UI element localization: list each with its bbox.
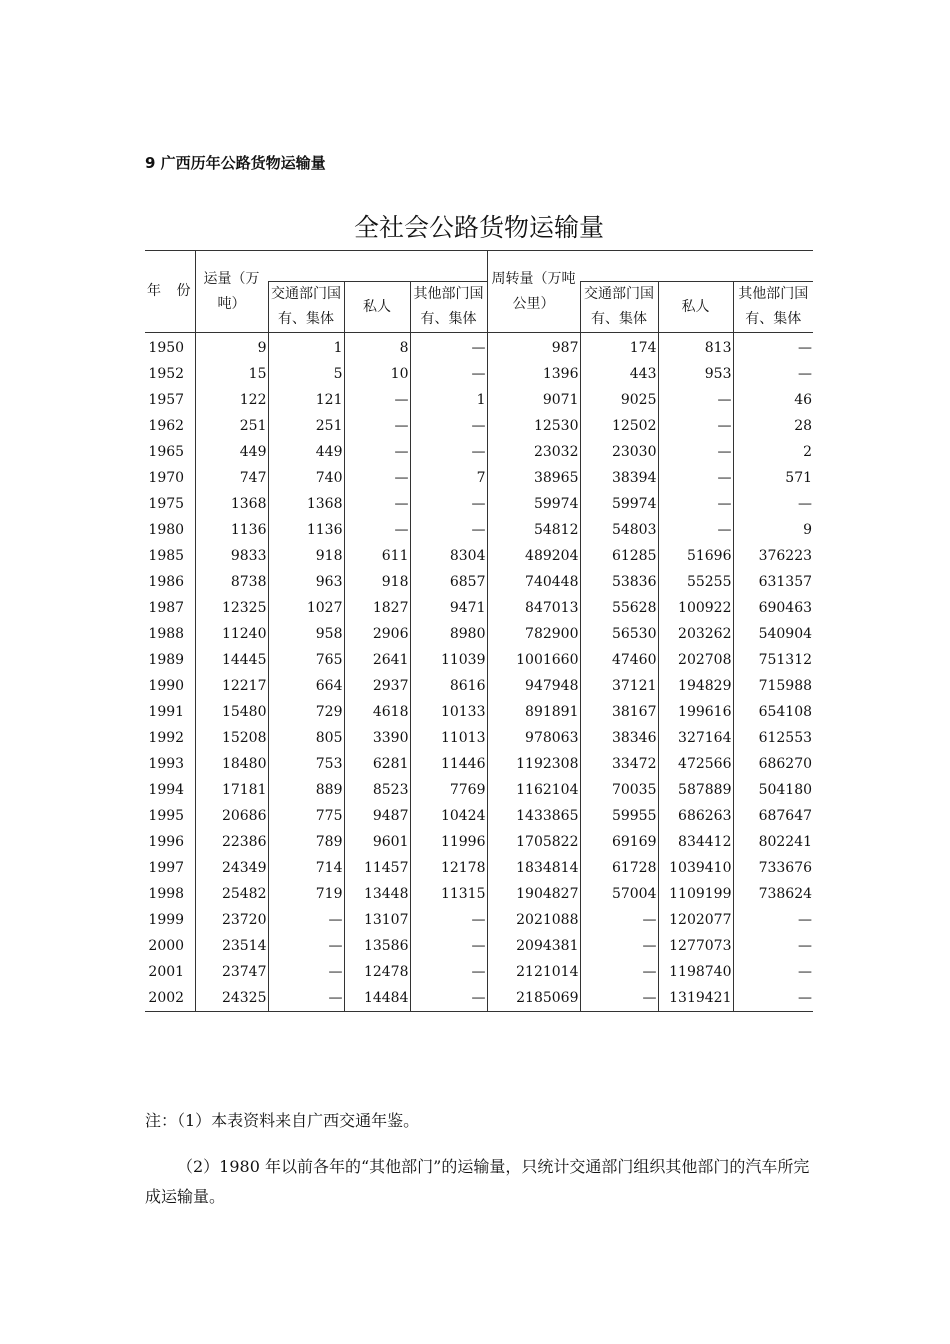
turnover-other-cell: —: [733, 361, 813, 387]
turnover-cell: 2021088: [487, 907, 580, 933]
volume-cell: 24349: [195, 855, 268, 881]
volume-cell: 23720: [195, 907, 268, 933]
turnover-private-cell: 203262: [658, 621, 733, 647]
volume-cell: 15480: [195, 699, 268, 725]
year-cell: 1999: [148, 912, 185, 928]
turnover-other-cell: —: [733, 985, 813, 1012]
volume-cell: 23514: [195, 933, 268, 959]
turnover-cell: 1396: [487, 361, 580, 387]
volume-cell: 17181: [195, 777, 268, 803]
volume-other-cell: —: [410, 985, 487, 1012]
volume-other-cell: 7769: [410, 777, 487, 803]
turnover-cell: 1433865: [487, 803, 580, 829]
turnover-other-cell: 687647: [733, 803, 813, 829]
volume-transport-cell: 729: [268, 699, 344, 725]
turnover-other-cell: 686270: [733, 751, 813, 777]
volume-transport-cell: 719: [268, 881, 344, 907]
turnover-private-cell: 100922: [658, 595, 733, 621]
volume-other-cell: 8304: [410, 543, 487, 569]
turnover-private-cell: 472566: [658, 751, 733, 777]
turnover-private-cell: 199616: [658, 699, 733, 725]
section-heading: 9 广西历年公路货物运输量: [145, 154, 326, 172]
year-cell: 1998: [148, 886, 185, 902]
volume-transport-cell: 740: [268, 465, 344, 491]
turnover-other-cell: 9: [733, 517, 813, 543]
turnover-private-cell: 834412: [658, 829, 733, 855]
turnover-cell: 1834814: [487, 855, 580, 881]
volume-private-cell: 13107: [344, 907, 410, 933]
volume-transport-cell: 753: [268, 751, 344, 777]
freight-table: [145, 250, 813, 1012]
table-title: 全社会公路货物运输量: [353, 213, 604, 242]
volume-cell: 449: [195, 439, 268, 465]
year-cell: 1996: [148, 834, 185, 850]
volume-cell: 20686: [195, 803, 268, 829]
volume-other-cell: 9471: [410, 595, 487, 621]
turnover-other-cell: —: [733, 959, 813, 985]
turnover-cell: 1192308: [487, 751, 580, 777]
table-row: [145, 881, 813, 907]
turnover-private-cell: —: [658, 491, 733, 517]
turnover-transport-cell: —: [580, 959, 658, 985]
table-row: [145, 907, 813, 933]
turnover-transport-cell: 38346: [580, 725, 658, 751]
volume-other-cell: —: [410, 959, 487, 985]
turnover-transport-cell: 57004: [580, 881, 658, 907]
volume-other-cell: —: [410, 361, 487, 387]
turnover-private-cell: 55255: [658, 569, 733, 595]
volume-private-cell: —: [344, 491, 410, 517]
year-header-a: 年: [147, 283, 161, 299]
turnover-private-cell: 51696: [658, 543, 733, 569]
volume-cell: 122: [195, 387, 268, 413]
volume-private-cell: —: [344, 387, 410, 413]
turnover-private-header: 私人: [658, 282, 733, 333]
volume-other-cell: 12178: [410, 855, 487, 881]
year-cell: 1990: [148, 678, 185, 694]
turnover-private-cell: 1109199: [658, 881, 733, 907]
volume-cell: 18480: [195, 751, 268, 777]
volume-transport-cell: 775: [268, 803, 344, 829]
table-row: [145, 751, 813, 777]
volume-transport-cell: 449: [268, 439, 344, 465]
volume-other-cell: 11013: [410, 725, 487, 751]
turnover-transport-cell: 61285: [580, 543, 658, 569]
volume-cell: 12325: [195, 595, 268, 621]
table-row: [145, 959, 813, 985]
year-cell: 2000: [148, 938, 185, 954]
volume-other-cell: —: [410, 333, 487, 362]
turnover-other-cell: —: [733, 933, 813, 959]
volume-cell: 25482: [195, 881, 268, 907]
note-1: 注：（1）本表资料来自广西交通年鉴。: [145, 1111, 420, 1130]
volume-cell: 22386: [195, 829, 268, 855]
volume-transport-cell: —: [268, 933, 344, 959]
turnover-other-cell: —: [733, 491, 813, 517]
volume-transport-cell: 889: [268, 777, 344, 803]
table-body: [145, 333, 813, 1012]
table-row: [145, 465, 813, 491]
turnover-cell: 891891: [487, 699, 580, 725]
volume-other-cell: —: [410, 517, 487, 543]
turnover-transport-cell: 70035: [580, 777, 658, 803]
volume-transport-cell: —: [268, 907, 344, 933]
volume-other-cell: 1: [410, 387, 487, 413]
turnover-cell: 38965: [487, 465, 580, 491]
turnover-transport-cell: 47460: [580, 647, 658, 673]
turnover-private-cell: 1039410: [658, 855, 733, 881]
volume-other-cell: 11996: [410, 829, 487, 855]
table-row: [145, 387, 813, 413]
turnover-transport-cell: 23030: [580, 439, 658, 465]
turnover-cell: 2185069: [487, 985, 580, 1012]
volume-private-cell: 11457: [344, 855, 410, 881]
turnover-private-cell: 813: [658, 333, 733, 362]
volume-private-cell: 1827: [344, 595, 410, 621]
year-cell: 1997: [148, 860, 185, 876]
volume-private-cell: 6281: [344, 751, 410, 777]
turnover-cell: 2094381: [487, 933, 580, 959]
year-cell: 1989: [148, 652, 185, 668]
table-row: [145, 413, 813, 439]
volume-private-cell: 2937: [344, 673, 410, 699]
volume-transport-cell: 1027: [268, 595, 344, 621]
turnover-cell: 1001660: [487, 647, 580, 673]
turnover-cell: 1162104: [487, 777, 580, 803]
volume-private-cell: 2641: [344, 647, 410, 673]
year-cell: 1991: [148, 704, 185, 720]
turnover-cell: 54812: [487, 517, 580, 543]
turnover-private-cell: —: [658, 387, 733, 413]
turnover-other-cell: 46: [733, 387, 813, 413]
turnover-private-cell: —: [658, 439, 733, 465]
volume-transport-cell: 1: [268, 333, 344, 362]
turnover-transport-cell: 59974: [580, 491, 658, 517]
turnover-private-cell: 1198740: [658, 959, 733, 985]
turnover-other-cell: 733676: [733, 855, 813, 881]
turnover-private-cell: 587889: [658, 777, 733, 803]
turnover-other-cell: 612553: [733, 725, 813, 751]
year-cell: 1952: [148, 366, 185, 382]
turnover-other-cell: 802241: [733, 829, 813, 855]
turnover-transport-cell: 59955: [580, 803, 658, 829]
turnover-transport-cell: —: [580, 985, 658, 1012]
volume-transport-cell: 789: [268, 829, 344, 855]
volume-cell: 12217: [195, 673, 268, 699]
volume-private-cell: 611: [344, 543, 410, 569]
volume-transport-cell: 5: [268, 361, 344, 387]
volume-private-cell: 10: [344, 361, 410, 387]
volume-cell: 9: [195, 333, 268, 362]
volume-other-cell: —: [410, 413, 487, 439]
volume-other-cell: —: [410, 491, 487, 517]
note-2: （2）1980 年以前各年的“其他部门”的运输量，只统计交通部门组织其他部门的汽车所完成运输量。: [145, 1157, 810, 1206]
volume-private-cell: 9601: [344, 829, 410, 855]
turnover-other-cell: 2: [733, 439, 813, 465]
turnover-header: 周转量（万吨公里）: [487, 251, 580, 333]
volume-cell: 747: [195, 465, 268, 491]
year-cell: 1988: [148, 626, 185, 642]
table-row: [145, 673, 813, 699]
volume-other-cell: 7: [410, 465, 487, 491]
volume-private-cell: 8: [344, 333, 410, 362]
year-cell: 1950: [148, 340, 185, 356]
volume-other-cell: —: [410, 439, 487, 465]
year-cell: 1993: [148, 756, 185, 772]
turnover-cell: 1705822: [487, 829, 580, 855]
year-cell: 1957: [148, 392, 185, 408]
volume-other-cell: 10424: [410, 803, 487, 829]
volume-private-cell: 918: [344, 569, 410, 595]
volume-private-cell: 3390: [344, 725, 410, 751]
turnover-group-spacer: [580, 251, 813, 282]
year-header-b: 份: [176, 283, 191, 299]
volume-other-cell: 11446: [410, 751, 487, 777]
table-row: [145, 985, 813, 1012]
year-cell: 1994: [148, 782, 185, 798]
volume-other-cell: 10133: [410, 699, 487, 725]
table-row: [145, 569, 813, 595]
turnover-other-cell: 504180: [733, 777, 813, 803]
table-row: [145, 803, 813, 829]
turnover-private-cell: 1202077: [658, 907, 733, 933]
volume-private-cell: 9487: [344, 803, 410, 829]
turnover-other-cell: —: [733, 907, 813, 933]
turnover-transport-cell: 37121: [580, 673, 658, 699]
turnover-private-cell: 686263: [658, 803, 733, 829]
turnover-other-cell: 715988: [733, 673, 813, 699]
turnover-private-cell: 202708: [658, 647, 733, 673]
year-cell: 2002: [145, 985, 195, 1012]
table-row: [145, 491, 813, 517]
year-cell: 1986: [148, 574, 185, 590]
volume-transport-cell: 1368: [268, 491, 344, 517]
volume-group-spacer: [268, 251, 487, 282]
year-cell: 1975: [148, 496, 185, 512]
turnover-transport-cell: —: [580, 907, 658, 933]
turnover-other-cell: 738624: [733, 881, 813, 907]
volume-private-cell: 13448: [344, 881, 410, 907]
table-row: [145, 439, 813, 465]
volume-private-header: 私人: [344, 282, 410, 333]
turnover-private-cell: 953: [658, 361, 733, 387]
year-cell: 1985: [148, 548, 185, 564]
volume-cell: 15: [195, 361, 268, 387]
volume-transport-cell: 963: [268, 569, 344, 595]
turnover-cell: 23032: [487, 439, 580, 465]
turnover-transport-cell: 56530: [580, 621, 658, 647]
turnover-transport-cell: 69169: [580, 829, 658, 855]
turnover-private-cell: —: [658, 517, 733, 543]
table-row: [145, 333, 813, 362]
year-cell: 1987: [148, 600, 185, 616]
turnover-transport-cell: 38167: [580, 699, 658, 725]
volume-private-cell: —: [344, 439, 410, 465]
turnover-cell: 947948: [487, 673, 580, 699]
volume-private-cell: 8523: [344, 777, 410, 803]
turnover-cell: 489204: [487, 543, 580, 569]
volume-cell: 251: [195, 413, 268, 439]
turnover-other-cell: 376223: [733, 543, 813, 569]
turnover-other-cell: 631357: [733, 569, 813, 595]
volume-transport-cell: 251: [268, 413, 344, 439]
year-cell: 1970: [148, 470, 185, 486]
year-cell: 1965: [148, 444, 185, 460]
table-row: [145, 543, 813, 569]
volume-private-cell: 14484: [344, 985, 410, 1012]
volume-other-cell: —: [410, 907, 487, 933]
volume-private-cell: 12478: [344, 959, 410, 985]
turnover-transport-cell: 54803: [580, 517, 658, 543]
table-row: [145, 855, 813, 881]
volume-transport-cell: —: [268, 985, 344, 1012]
turnover-other-cell: 28: [733, 413, 813, 439]
turnover-cell: 2121014: [487, 959, 580, 985]
turnover-other-cell: 654108: [733, 699, 813, 725]
volume-transport-cell: 664: [268, 673, 344, 699]
volume-transport-cell: 918: [268, 543, 344, 569]
volume-other-cell: —: [410, 933, 487, 959]
turnover-cell: 978063: [487, 725, 580, 751]
table-row: [145, 725, 813, 751]
turnover-transport-cell: 9025: [580, 387, 658, 413]
year-cell: 2001: [148, 964, 185, 980]
turnover-private-cell: —: [658, 413, 733, 439]
volume-cell: 23747: [195, 959, 268, 985]
turnover-other-cell: 540904: [733, 621, 813, 647]
volume-private-cell: 13586: [344, 933, 410, 959]
volume-cell: 24325: [195, 985, 268, 1012]
volume-cell: 1136: [195, 517, 268, 543]
table-row: [145, 829, 813, 855]
year-header: [145, 251, 195, 333]
turnover-transport-cell: 55628: [580, 595, 658, 621]
turnover-cell: 740448: [487, 569, 580, 595]
volume-header: 运量（万吨）: [195, 251, 268, 333]
volume-transport-cell: 121: [268, 387, 344, 413]
volume-cell: 1368: [195, 491, 268, 517]
table-row: [145, 361, 813, 387]
table-row: [145, 595, 813, 621]
volume-transport-cell: 1136: [268, 517, 344, 543]
turnover-transport-cell: 61728: [580, 855, 658, 881]
volume-cell: 11240: [195, 621, 268, 647]
turnover-other-cell: 690463: [733, 595, 813, 621]
turnover-cell: 1904827: [487, 881, 580, 907]
volume-other-cell: 11315: [410, 881, 487, 907]
table-row: [145, 647, 813, 673]
year-cell: 1980: [148, 522, 185, 538]
turnover-other-header: 其他部门国有、集体: [733, 282, 813, 333]
volume-transport-cell: 958: [268, 621, 344, 647]
turnover-private-cell: 1277073: [658, 933, 733, 959]
volume-transport-cell: —: [268, 959, 344, 985]
turnover-transport-cell: 53836: [580, 569, 658, 595]
volume-other-header: 其他部门国有、集体: [410, 282, 487, 333]
volume-cell: 8738: [195, 569, 268, 595]
turnover-transport-cell: 12502: [580, 413, 658, 439]
year-cell: 1992: [148, 730, 185, 746]
turnover-other-cell: 751312: [733, 647, 813, 673]
volume-private-cell: 4618: [344, 699, 410, 725]
volume-other-cell: 8616: [410, 673, 487, 699]
year-cell: 1962: [148, 418, 185, 434]
turnover-transport-cell: 38394: [580, 465, 658, 491]
year-cell: 1995: [148, 808, 185, 824]
turnover-private-cell: 1319421: [658, 985, 733, 1012]
turnover-other-cell: —: [733, 333, 813, 362]
turnover-transport-cell: 174: [580, 333, 658, 362]
turnover-private-cell: —: [658, 465, 733, 491]
turnover-cell: 987: [487, 333, 580, 362]
volume-cell: 14445: [195, 647, 268, 673]
turnover-transport-header: 交通部门国有、集体: [580, 282, 658, 333]
volume-transport-cell: 714: [268, 855, 344, 881]
turnover-private-cell: 194829: [658, 673, 733, 699]
turnover-other-cell: 571: [733, 465, 813, 491]
turnover-transport-cell: 443: [580, 361, 658, 387]
table-row: [145, 699, 813, 725]
volume-private-cell: —: [344, 517, 410, 543]
volume-cell: 9833: [195, 543, 268, 569]
table-row: [145, 517, 813, 543]
volume-other-cell: 11039: [410, 647, 487, 673]
volume-other-cell: 6857: [410, 569, 487, 595]
turnover-cell: 9071: [487, 387, 580, 413]
turnover-cell: 847013: [487, 595, 580, 621]
turnover-cell: 782900: [487, 621, 580, 647]
turnover-private-cell: 327164: [658, 725, 733, 751]
volume-private-cell: —: [344, 465, 410, 491]
table-row: [145, 621, 813, 647]
turnover-transport-cell: 33472: [580, 751, 658, 777]
turnover-cell: 12530: [487, 413, 580, 439]
turnover-transport-cell: —: [580, 933, 658, 959]
table-row: [145, 777, 813, 803]
volume-transport-cell: 765: [268, 647, 344, 673]
volume-transport-header: 交通部门国有、集体: [268, 282, 344, 333]
volume-transport-cell: 805: [268, 725, 344, 751]
volume-other-cell: 8980: [410, 621, 487, 647]
volume-private-cell: 2906: [344, 621, 410, 647]
volume-private-cell: —: [344, 413, 410, 439]
turnover-cell: 59974: [487, 491, 580, 517]
table-row: [145, 933, 813, 959]
volume-cell: 15208: [195, 725, 268, 751]
